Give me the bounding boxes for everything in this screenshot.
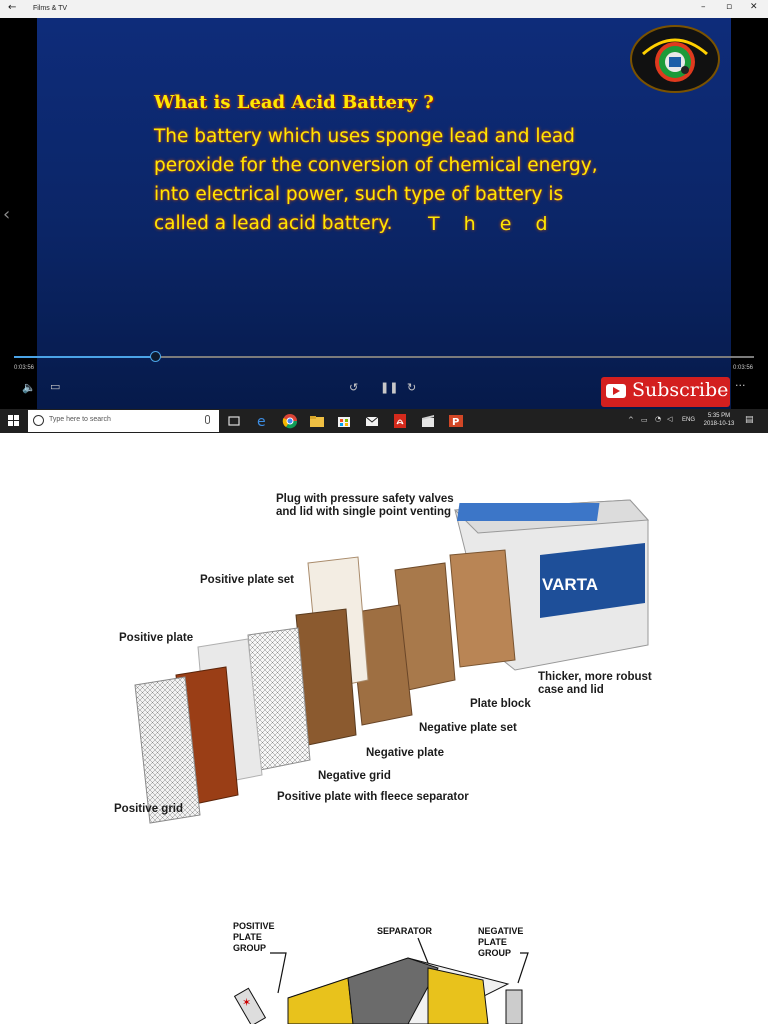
slide-line: called a lead acid battery. [154,213,393,234]
label-negative-3: GROUP [478,948,512,958]
language-indicator[interactable]: ENG [682,417,696,423]
chrome-icon[interactable] [282,413,298,429]
chevron-up-icon[interactable]: ^ [628,416,634,424]
window-title: Films & TV [33,5,68,12]
skip-forward-icon[interactable]: ↻ [407,381,417,394]
label-thicker-line1: Thicker, more robust [538,671,652,683]
wifi-icon[interactable]: ◔ [655,415,662,423]
subscribe-label: Subscribe [632,379,729,401]
mail-icon[interactable] [364,413,380,429]
label-plug-line2: and lid with single point venting [276,506,452,518]
label-positive-grid: Positive grid [114,803,184,815]
svg-text:✶: ✶ [242,996,252,1009]
clock-date: 2018-10-13 [703,421,735,427]
label-negative-plate: Negative plate [366,747,444,759]
label-plug-line1: Plug with pressure safety valves [276,493,454,505]
pause-icon[interactable]: ❚❚ [380,381,399,394]
varta-brand-label: VARTA [542,575,599,594]
label-positive-2: PLATE [233,932,262,942]
label-thicker-line2: case and lid [538,684,604,696]
label-positive-plate-set: Positive plate set [200,574,294,586]
close-button[interactable]: ✕ [750,2,758,12]
svg-text:P: P [452,417,460,428]
time-elapsed: 0:03:56 [14,365,35,371]
slide-heading: What is Lead Acid Battery ? [154,92,434,113]
battery-icon[interactable]: ▭ [641,416,648,424]
speaker-icon[interactable]: ◁ [667,415,673,423]
slide-line: The battery which uses sponge lead and lead [154,126,575,147]
label-separator: SEPARATOR [377,926,433,936]
taskbar-search-input[interactable] [28,410,219,432]
more-options-icon[interactable]: ··· [735,379,746,392]
label-negative-1: NEGATIVE [478,926,524,936]
title-bar [0,0,768,18]
store-icon[interactable] [336,413,352,429]
seek-thumb[interactable] [150,351,161,362]
slide-line: into electrical power, such type of battery is [154,184,564,205]
seek-bar-progress [14,356,155,358]
system-clock[interactable] [700,412,738,428]
cortana-icon [33,415,44,426]
slide-animated-text: T h e d [428,213,557,235]
subscribe-button[interactable] [601,377,730,407]
skip-back-icon[interactable]: ↺ [349,381,359,394]
svg-text:e: e [257,414,266,429]
back-arrow-icon[interactable]: ← [8,2,17,13]
pdf-reader-icon[interactable] [392,413,408,429]
label-negative-2: PLATE [478,937,507,947]
films-tv-icon[interactable] [420,413,436,429]
volume-icon[interactable]: 🔈 [22,381,36,394]
file-explorer-icon[interactable] [309,413,325,429]
label-positive-plate: Positive plate [119,632,194,644]
previous-chevron-icon[interactable]: ‹ [3,204,11,225]
minimize-button[interactable]: – [701,2,706,12]
label-plate-block: Plate block [470,698,531,710]
label-negative-plate-set: Negative plate set [419,722,517,734]
search-placeholder: Type here to search [49,416,111,423]
label-positive-3: GROUP [233,943,267,953]
video-frame [37,18,731,409]
label-positive-1: POSITIVE [233,921,275,931]
notifications-icon[interactable]: ▤ [745,415,754,425]
slide-line: peroxide for the conversion of chemical energy, [154,155,598,176]
time-total: 0:03:56 [733,365,754,371]
powerpoint-icon[interactable] [448,413,464,429]
youtube-play-icon [606,384,626,398]
plate-group-diagram [228,918,548,1024]
taskbar [0,409,768,433]
label-negative-grid: Negative grid [318,770,391,782]
subtitles-icon[interactable]: ▭ [50,380,61,393]
battery-exploded-diagram [110,485,670,825]
task-view-icon[interactable] [226,413,242,429]
maximize-button[interactable]: ▫ [726,2,733,12]
microphone-icon[interactable] [205,415,210,424]
edge-icon[interactable] [255,413,271,429]
label-positive-plate-fleece: Positive plate with fleece separator [277,791,469,803]
channel-logo-icon [629,24,721,94]
windows-start-icon[interactable] [8,415,19,426]
clock-time: 5:35 PM [707,413,731,419]
video-player[interactable] [0,18,768,409]
